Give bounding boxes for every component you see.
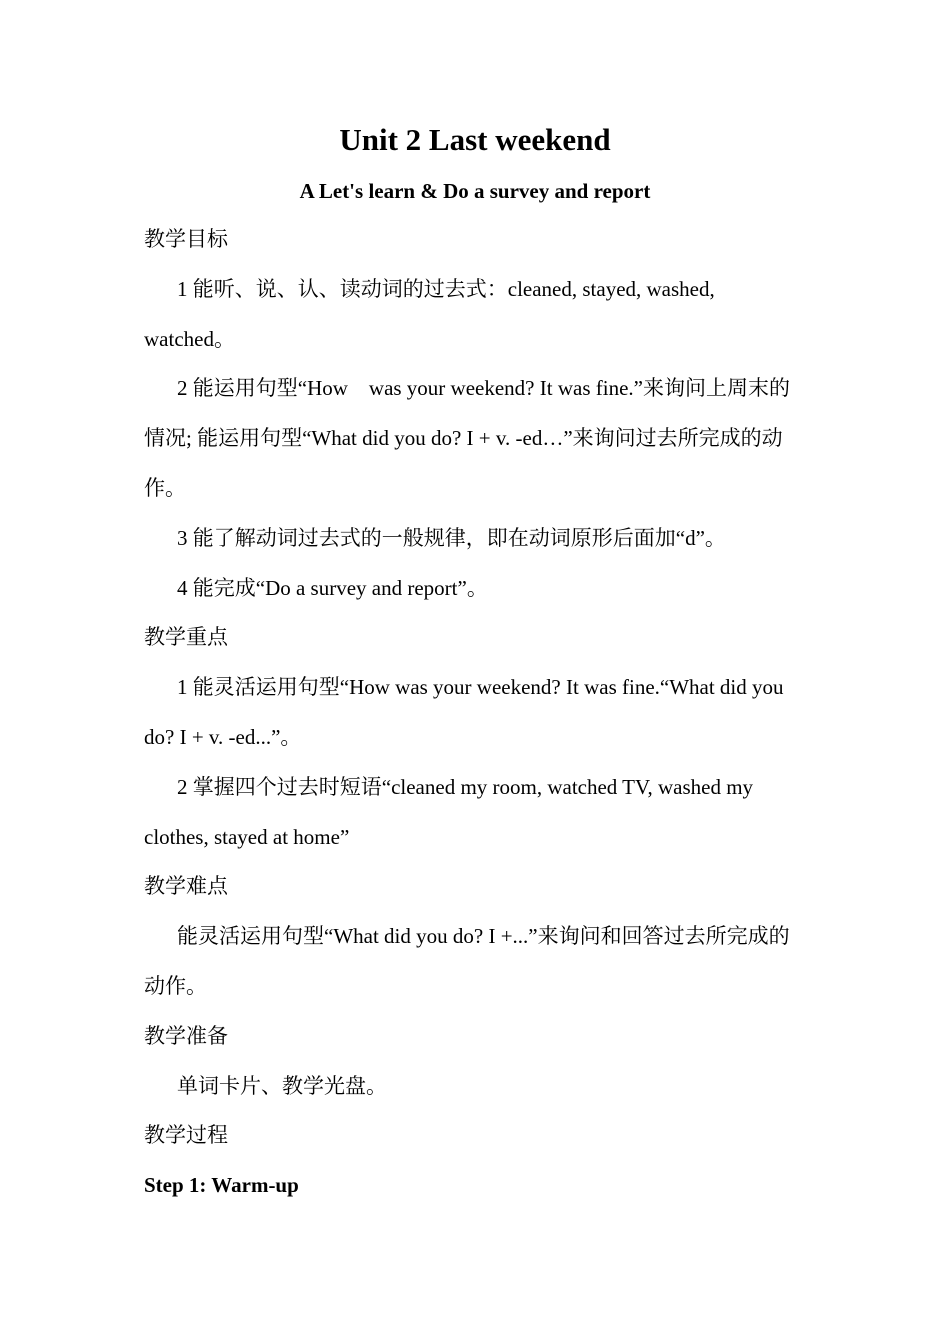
objective-item-1: 1 能听、说、认、读动词的过去式：cleaned, stayed, washed, watched。 [144,276,715,351]
section-heading-objectives: 教学目标 [144,227,228,251]
document-subtitle: A Let's learn & Do a survey and report [299,179,651,203]
preparation-item-1: 单词卡片、教学光盘。 [177,1073,387,1098]
key-point-item-2: 2 掌握四个过去时短语“cleaned my room, watched TV, washed my clothes, stayed at home” [144,774,754,849]
section-heading-difficulties: 教学难点 [144,874,228,899]
objective-item-2: 2 能运用句型“How was your weekend? It was fine.”来询问上周末的情况; 能运用句型“What did you do? I + v. -ed…”来询问过去所完成的动作。 [144,376,790,500]
objective-item-4: 4 能完成“Do a survey and report”。 [177,575,488,600]
objective-item-3: 3 能了解动词过去式的一般规律，即在动词原形后面加“d”。 [177,525,726,550]
step-1-heading: Step 1: Warm-up [144,1173,299,1198]
section-heading-process: 教学过程 [144,1123,228,1148]
document-body [144,215,810,1211]
section-heading-key-points: 教学重点 [144,625,228,650]
difficulty-item-1: 能灵活运用句型“What did you do? I +...”来询问和回答过去所完成的动作。 [144,924,790,998]
key-point-item-1: 1 能灵活运用句型“How was your weekend? It was fine.“What did you do? I + v. -ed...”。 [144,675,784,749]
section-heading-preparation: 教学准备 [144,1023,228,1048]
document-title: Unit 2 Last weekend [339,122,611,157]
